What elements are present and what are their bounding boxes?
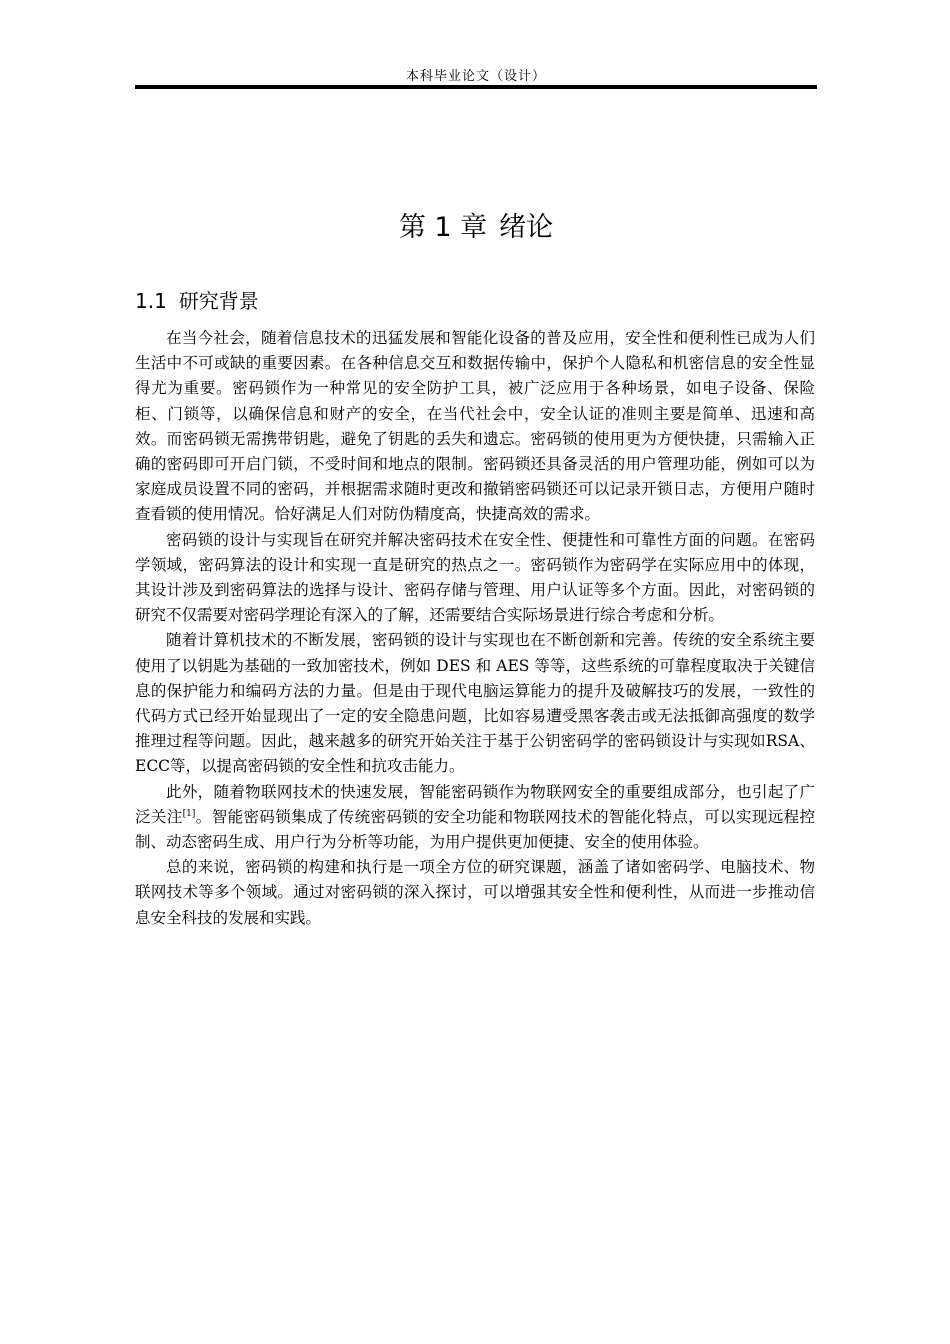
chapter-number: 第 1 章	[398, 212, 488, 243]
section-number: 1.1	[135, 289, 167, 313]
paragraph-text: 。智能密码锁集成了传统密码锁的安全功能和物联网技术的智能化特点，可以实现远程控制、动态密码生成、用户行为分析等功能，为用户提供更加便捷、安全的使用体验。	[135, 807, 815, 852]
chapter-title	[135, 205, 817, 244]
chapter-name: 绪论	[499, 212, 554, 243]
section-title: 研究背景	[178, 289, 259, 313]
paragraph: 总的来说，密码锁的构建和执行是一项全方位的研究课题，涵盖了诸如密码学、电脑技术、物联网技术等多个领域。通过对密码锁的深入探讨，可以增强其安全性和便利性，从而进一步推动信息安全科技的发展和实践。	[135, 858, 815, 927]
running-header: 本科毕业论文（设计）	[405, 69, 546, 84]
header-rule	[135, 85, 817, 89]
paragraph-text: 此外，随着物联网技术的快速发展，智能密码锁作为物联网安全的重要组成部分，也引起了广泛关注	[135, 782, 815, 826]
body-text	[135, 326, 815, 931]
section-heading	[135, 285, 259, 314]
paragraph: 在当今社会，随着信息技术的迅猛发展和智能化设备的普及应用，安全性和便利性已成为人们生活中不可或缺的重要因素。在各种信息交互和数据传输中，保护个人隐私和机密信息的安全性显得尤为重要。密码锁作为一种常见的安全防护工具，被广泛应用于各种场景，如电子设备、保险柜、门锁等，以确保信息和财产的安全，在当代社会中，安全认证的准则主要是简单、迅速和高效。而密码锁无需携带钥匙，避免了钥匙的丢失和遗忘。密码锁的使用更为方便快捷，只需输入正确的密码即可开启门锁，不受时间和地点的限制。密码锁还具备灵活的用户管理功能，例如可以为家庭成员设置不同的密码，并根据需求随时更改和撤销密码锁还可以记录开锁日志，方便用户随时查看锁的使用情况。恰好满足人们对防伪精度高，快捷高效的需求。	[135, 329, 815, 524]
citation-ref[interactable]: [1]	[182, 808, 196, 819]
paragraph	[135, 780, 815, 856]
paragraph: 密码锁的设计与实现旨在研究并解决密码技术在安全性、便捷性和可靠性方面的问题。在密码学领域，密码算法的设计和实现一直是研究的热点之一。密码锁作为密码学在实际应用中的体现，其设计涉及到密码算法的选择与设计、密码存储与管理、用户认证等多个方面。因此，对密码锁的研究不仅需要对密码学理论有深入的了解，还需要结合实际场景进行综合考虑和分析。	[135, 530, 815, 625]
paragraph: 随着计算机技术的不断发展，密码锁的设计与实现也在不断创新和完善。传统的安全系统主要使用了以钥匙为基础的一致加密技术，例如 DES 和 AES 等等，这些系统的可靠程度取决于关键信息的保护能力和编码方法的力量。但是由于现代电脑运算能力的提升及破解技巧的发展，一致性的代码方式已经开始显现出了一定的安全隐患问题，比如容易遭受黑客袭击或无法抵御高强度的数学推理过程等问题。因此，越来越多的研究开始关注于基于公钥密码学的密码锁设计与实现如RSA、ECC等，以提高密码锁的安全性和抗攻击能力。	[135, 631, 815, 776]
